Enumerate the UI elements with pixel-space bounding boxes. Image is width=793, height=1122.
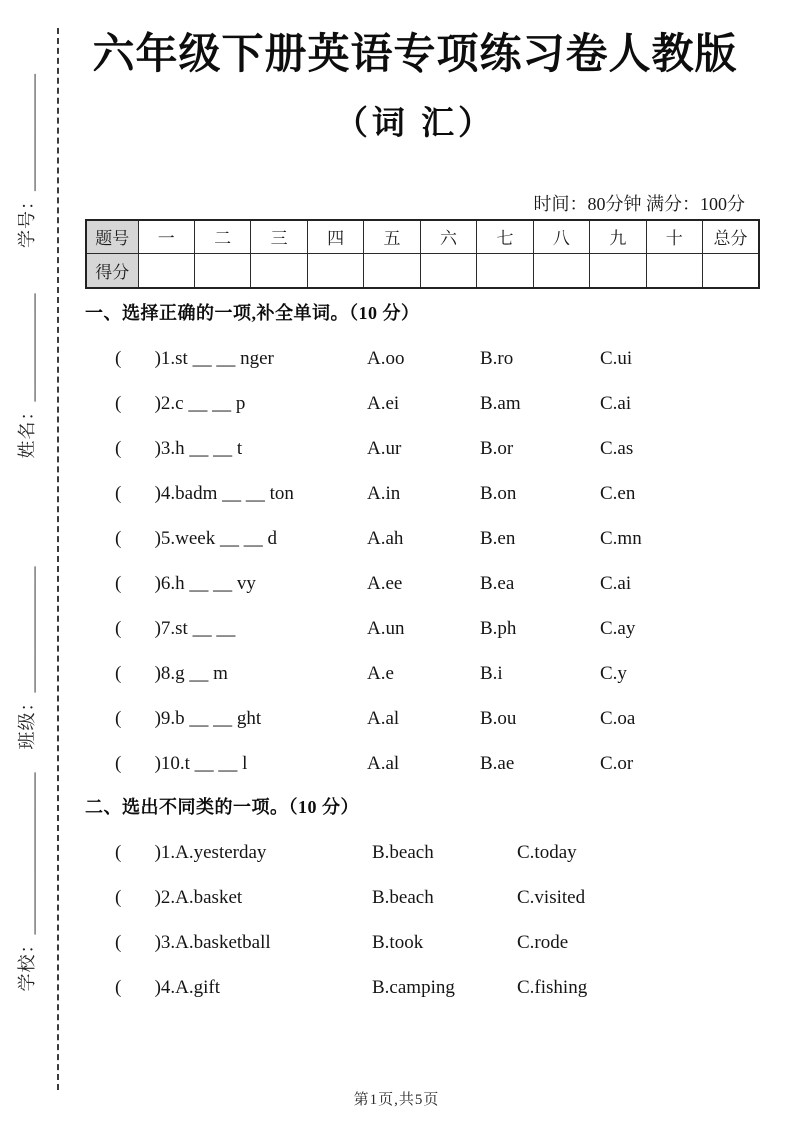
score-cell — [307, 254, 363, 288]
score-cell — [646, 254, 702, 288]
option-c: C.ui — [600, 348, 633, 370]
question-stem: ( )10.t __ __ l — [115, 753, 248, 775]
option-b: B.ph — [480, 618, 517, 640]
option-c: C.or — [600, 753, 634, 775]
option-b: B.ou — [480, 708, 517, 730]
school-label: 学校： — [17, 934, 37, 992]
option-b: B.ea — [480, 573, 515, 595]
question-row — [85, 607, 745, 652]
question-row — [85, 921, 745, 966]
score-table-col: 五 — [364, 220, 420, 254]
question-stem-with-option-a: ( )1.A.yesterday — [115, 842, 267, 864]
option-a: A.ei — [367, 393, 400, 415]
exam-paper — [85, 0, 748, 1011]
option-b: B.beach — [372, 887, 434, 909]
question-row — [85, 337, 745, 382]
student-id-label: 学号： — [17, 191, 37, 248]
question-row — [85, 562, 745, 607]
option-c: C.as — [600, 438, 634, 460]
option-c: C.ai — [600, 393, 632, 415]
page-subtitle: （词 汇） — [334, 105, 496, 142]
option-c: C.fishing — [517, 977, 588, 999]
option-b: B.beach — [372, 842, 434, 864]
question-stem: ( )2.c __ __ p — [115, 393, 246, 415]
option-b: B.am — [480, 393, 521, 415]
question-stem: ( )5.week __ __ d — [115, 528, 277, 550]
school-field — [16, 773, 38, 992]
class-blank-line: ______________ — [17, 566, 37, 693]
question-stem: ( )3.h __ __ t — [115, 438, 243, 460]
score-cell — [251, 254, 307, 288]
section2-questions — [85, 831, 745, 1011]
option-a: A.e — [367, 663, 394, 685]
option-c: C.today — [517, 842, 577, 864]
option-c: C.ay — [600, 618, 636, 640]
option-b: B.i — [480, 663, 503, 685]
question-row — [85, 966, 745, 1011]
score-cell — [477, 254, 533, 288]
option-c: C.visited — [517, 887, 586, 909]
student-name-blank-line: ____________ — [17, 293, 37, 402]
question-row — [85, 742, 745, 787]
option-b: B.or — [480, 438, 514, 460]
option-b: B.camping — [372, 977, 455, 999]
score-table-col: 一 — [138, 220, 194, 254]
option-a: A.ur — [367, 438, 402, 460]
option-b: B.ae — [480, 753, 515, 775]
class-label: 班级： — [17, 692, 37, 750]
score-table-col: 九 — [590, 220, 646, 254]
score-cell — [590, 254, 646, 288]
question-row — [85, 876, 745, 921]
option-c: C.mn — [600, 528, 642, 550]
option-a: A.ee — [367, 573, 403, 595]
option-c: C.y — [600, 663, 627, 685]
option-a: A.al — [367, 753, 400, 775]
option-a: A.in — [367, 483, 401, 505]
student-id-field — [16, 74, 38, 248]
option-c: C.ai — [600, 573, 632, 595]
option-b: B.on — [480, 483, 517, 505]
option-b: B.ro — [480, 348, 514, 370]
option-c: C.en — [600, 483, 636, 505]
class-field — [16, 567, 38, 750]
score-table-col: 四 — [307, 220, 363, 254]
question-row — [85, 382, 745, 427]
question-stem: ( )7.st __ __ — [115, 618, 236, 640]
student-name-field — [16, 294, 38, 459]
option-c: C.oa — [600, 708, 636, 730]
question-stem-with-option-a: ( )3.A.basketball — [115, 932, 271, 954]
option-b: B.en — [480, 528, 516, 550]
question-row — [85, 472, 745, 517]
binding-dashed-line — [57, 28, 59, 1090]
student-name-label: 姓名： — [17, 401, 37, 459]
question-stem-with-option-a: ( )2.A.basket — [115, 887, 243, 909]
option-b: B.took — [372, 932, 424, 954]
option-a: A.un — [367, 618, 405, 640]
score-table-col: 八 — [533, 220, 589, 254]
score-table-score-row — [86, 254, 759, 288]
section2-heading: 二、选出不同类的一项。（10 分） — [85, 796, 359, 817]
student-id-blank-line: _____________ — [17, 74, 37, 191]
option-a: A.al — [367, 708, 400, 730]
option-a: A.oo — [367, 348, 405, 370]
school-blank-line: __________________ — [17, 772, 37, 935]
score-row-label: 得分 — [86, 254, 138, 288]
score-cell — [138, 254, 194, 288]
score-table-corner-cell: 题号 — [86, 220, 138, 254]
page-number-indicator: 第1页,共5页 — [353, 1092, 440, 1108]
option-c: C.rode — [517, 932, 569, 954]
score-table-col: 总分 — [703, 220, 759, 254]
page-title: 六年级下册英语专项练习卷人教版 — [92, 32, 738, 78]
question-stem: ( )9.b __ __ ght — [115, 708, 262, 730]
question-stem-with-option-a: ( )4.A.gift — [115, 977, 221, 999]
score-table — [85, 219, 760, 289]
score-cell — [703, 254, 759, 288]
score-table-col: 三 — [251, 220, 307, 254]
option-a: A.ah — [367, 528, 404, 550]
question-row — [85, 697, 745, 742]
question-stem: ( )4.badm __ __ ton — [115, 483, 294, 505]
score-table-header-row — [86, 220, 759, 254]
time-and-score-info: 时间：80分钟 满分：100分 — [533, 193, 745, 214]
question-row — [85, 652, 745, 697]
question-stem: ( )6.h __ __ vy — [115, 573, 256, 595]
question-stem: ( )1.st __ __ nger — [115, 348, 274, 370]
question-row — [85, 517, 745, 562]
section1-heading: 一、选择正确的一项,补全单词。（10 分） — [85, 302, 420, 323]
score-cell — [420, 254, 476, 288]
score-cell — [194, 254, 250, 288]
score-cell — [533, 254, 589, 288]
score-cell — [364, 254, 420, 288]
score-table-col: 六 — [420, 220, 476, 254]
score-table-col: 二 — [194, 220, 250, 254]
question-stem: ( )8.g __ m — [115, 663, 228, 685]
section1-questions — [85, 337, 745, 787]
score-table-col: 十 — [646, 220, 702, 254]
score-table-col: 七 — [477, 220, 533, 254]
question-row — [85, 427, 745, 472]
question-row — [85, 831, 745, 876]
